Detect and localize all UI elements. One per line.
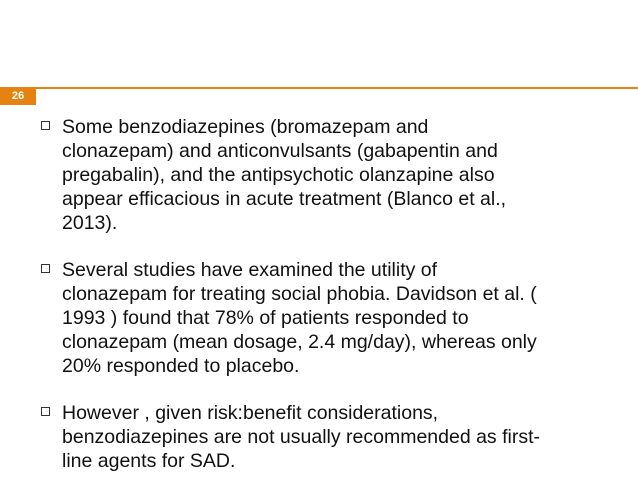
bullet-line: line agents for SAD. xyxy=(62,450,236,472)
checkbox-icon xyxy=(41,264,50,273)
bullet-line: clonazepam) and anticonvulsants (gabapentin and xyxy=(62,140,498,162)
page-number-badge: 26 xyxy=(0,88,36,105)
bullet-line: clonazepam (mean dosage, 2.4 mg/day), whereas only xyxy=(62,331,537,353)
bullet-list xyxy=(36,115,626,479)
checkbox-icon xyxy=(41,407,50,416)
bullet-line: appear efficacious in acute treatment (Blanco et al., xyxy=(62,188,507,210)
bullet-item xyxy=(36,258,626,378)
bullet-line: However , given risk:benefit considerations, xyxy=(62,402,439,424)
bullet-line: 1993 ) found that 78% of patients responded to xyxy=(62,307,469,329)
bullet-line: clonazepam for treating social phobia. Davidson et al. ( xyxy=(62,283,537,305)
bullet-line: Some benzodiazepines (bromazepam and xyxy=(62,116,429,138)
checkbox-icon xyxy=(41,121,50,130)
bullet-line: pregabalin), and the antipsychotic olanzapine also xyxy=(62,164,495,186)
header-rule xyxy=(0,87,638,89)
bullet-item xyxy=(36,401,626,473)
bullet-line: 20% responded to placebo. xyxy=(62,355,300,377)
bullet-line: 2013). xyxy=(62,212,118,234)
bullet-item xyxy=(36,115,626,235)
bullet-line: benzodiazepines are not usually recommended as first- xyxy=(62,426,541,448)
bullet-line: Several studies have examined the utility of xyxy=(62,259,438,281)
